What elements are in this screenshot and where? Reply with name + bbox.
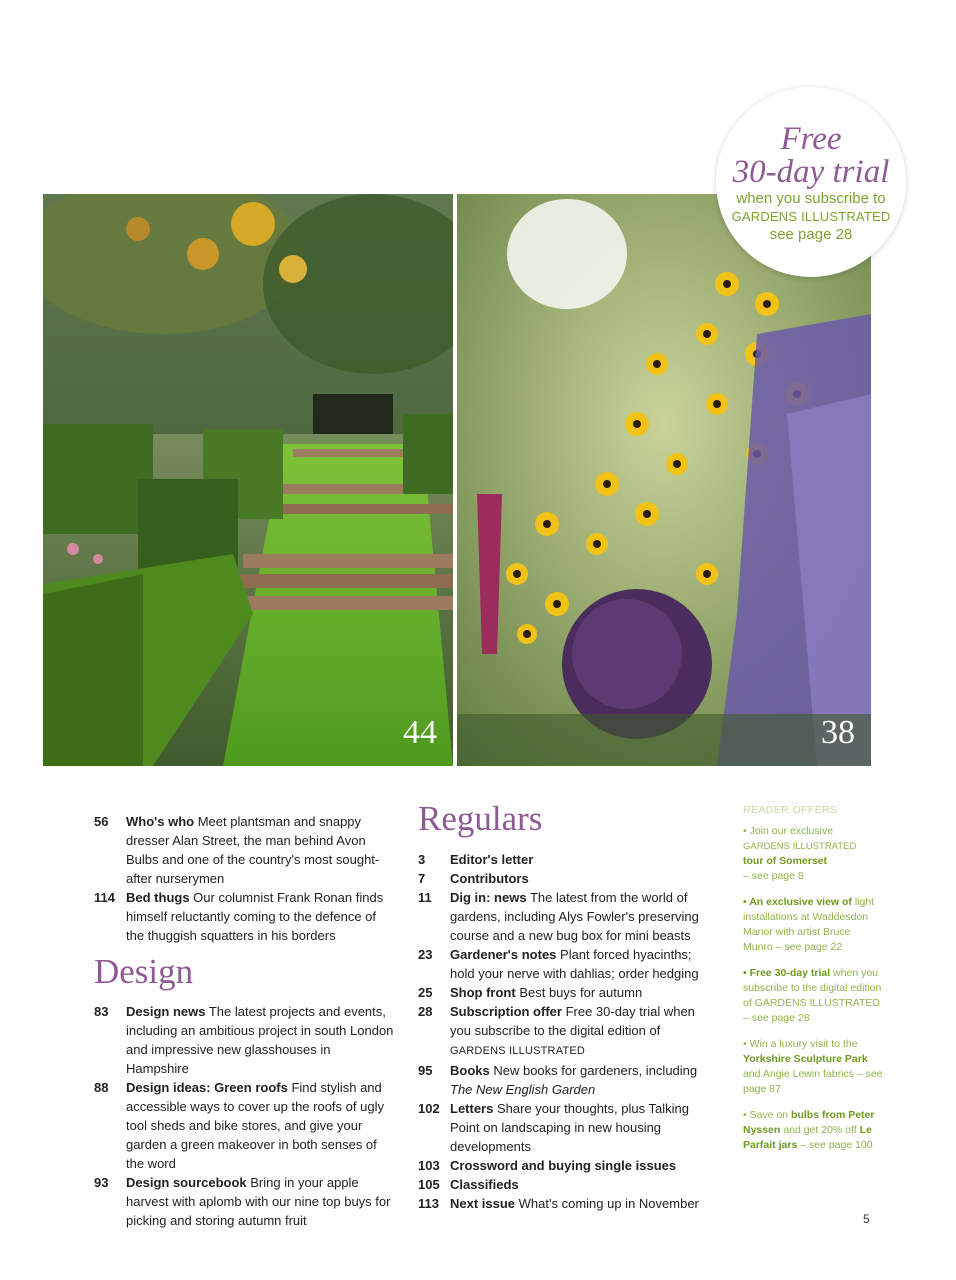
reader-offers-heading: READER OFFERS — [743, 804, 838, 816]
offer-page-ref: – see page 100 — [797, 1139, 873, 1151]
offer-item[interactable] — [743, 824, 883, 884]
regulars-list — [418, 850, 718, 1213]
promo-free: Free — [780, 121, 842, 157]
offer-highlight: Le Parfait jars — [743, 1124, 872, 1151]
entry-text: Bring in your apple harvest with aplomb with our nine top buys for picking and storing autumn fruit — [126, 1175, 391, 1228]
flower-border-illustration — [457, 194, 871, 766]
offer-item[interactable] — [743, 1037, 883, 1097]
entry-title: Design sourcebook — [126, 1175, 247, 1190]
offer-text: and get 20% off — [780, 1124, 860, 1136]
entry-page: 83 — [94, 1004, 109, 1019]
entry-title: Next issue — [450, 1196, 516, 1211]
entry-magazine-name: GARDENS ILLUSTRATED — [450, 1045, 586, 1057]
entry-text: The latest from the world of gardens, including Alys Fowler's preserving course and a new bug box for mini beasts — [450, 890, 699, 943]
entry-page: 102 — [418, 1101, 440, 1116]
list-item[interactable] — [418, 983, 718, 1002]
list-item[interactable] — [418, 1099, 718, 1156]
entry-text: Best buys for autumn — [515, 985, 643, 1000]
offer-item[interactable] — [743, 966, 883, 1026]
list-item[interactable] — [418, 850, 718, 869]
list-item[interactable] — [418, 1002, 718, 1061]
entry-title: Classifieds — [450, 1177, 519, 1192]
entry-title: Editor's letter — [450, 852, 534, 867]
entry-page: 25 — [418, 985, 433, 1000]
entry-page: 28 — [418, 1004, 433, 1019]
list-item[interactable] — [418, 1175, 718, 1194]
offer-item[interactable] — [743, 895, 883, 955]
entry-text: Find stylish and accessible ways to cover up the roofs of ugly tool sheds and bike stores, and give your garden a green makeover in both senses of the word — [126, 1080, 384, 1171]
entry-book-title: The New English Garden — [450, 1082, 596, 1097]
entry-title: Dig in: news — [450, 890, 527, 905]
list-item[interactable] — [94, 1078, 394, 1173]
offer-highlight: tour of Somerset — [743, 855, 828, 867]
list-item[interactable] — [94, 812, 394, 888]
offer-magazine-name: GARDENS ILLUSTRATED — [743, 841, 857, 852]
entry-page: 11 — [418, 890, 432, 905]
page-reference-number: 44 — [403, 714, 437, 751]
page-reference-number: 38 — [821, 714, 855, 751]
list-item[interactable] — [418, 1194, 718, 1213]
design-list — [94, 1002, 394, 1230]
promo-subscribe-text: when you subscribe to — [736, 190, 886, 207]
entry-title: Books — [450, 1063, 490, 1078]
garden-steps-photo — [43, 194, 453, 766]
entry-page: 95 — [418, 1063, 433, 1078]
reader-offers-panel — [743, 803, 883, 1164]
entry-title: Who's who — [126, 814, 195, 829]
list-item[interactable] — [418, 869, 718, 888]
entry-title: Gardener's notes — [450, 947, 557, 962]
list-item[interactable] — [418, 888, 718, 945]
offer-highlight: • An exclusive view of — [743, 896, 852, 908]
offer-highlight: • Free 30-day trial — [743, 967, 831, 979]
garden-steps-illustration — [43, 194, 453, 766]
offer-text: • Join our exclusive — [743, 825, 834, 837]
entry-title: Bed thugs — [126, 890, 190, 905]
entry-page: 105 — [418, 1177, 440, 1192]
design-heading: Design — [94, 952, 194, 991]
entry-text: Our columnist Frank Ronan finds himself reluctantly coming to the defence of the thuggish squatters in his borders — [126, 890, 384, 943]
offer-highlight: Yorkshire Sculpture Park — [743, 1053, 868, 1065]
promo-magazine-name: GARDENS ILLUSTRATED — [731, 209, 891, 224]
list-item[interactable] — [94, 1173, 394, 1230]
entry-text: New books for gardeners, including — [489, 1063, 698, 1078]
entry-title: Design news — [126, 1004, 206, 1019]
entry-title: Subscription offer — [450, 1004, 562, 1019]
list-item[interactable] — [94, 1002, 394, 1078]
entry-text: Free 30-day trial when you subscribe to the digital edition of — [450, 1004, 695, 1038]
entry-page: 103 — [418, 1158, 440, 1173]
entry-page: 113 — [418, 1196, 439, 1211]
list-item[interactable] — [418, 1156, 718, 1175]
entry-text: What's coming up in November — [515, 1196, 699, 1211]
entry-title: Letters — [450, 1101, 494, 1116]
offer-text: • Save on — [743, 1109, 792, 1121]
entry-text: Meet plantsman and snappy dresser Alan Street, the man behind Avon Bulbs and one of the country's most sought-after nurserymen — [126, 814, 380, 886]
entry-page: 93 — [94, 1175, 109, 1190]
entry-text: The latest projects and events, including an ambitious project in south London and impressive new glasshouses in Hampshire — [126, 1004, 394, 1076]
offer-text: • Win a luxury visit to the — [743, 1038, 858, 1050]
promo-trial: 30-day trial — [732, 154, 890, 190]
list-item[interactable] — [418, 945, 718, 983]
promo-page-ref: see page 28 — [769, 226, 853, 243]
entry-page: 3 — [418, 852, 426, 867]
regulars-heading: Regulars — [418, 799, 543, 838]
offer-page-ref: – see page 8 — [743, 870, 804, 882]
entry-page: 88 — [94, 1080, 109, 1095]
entry-text: Share your thoughts, plus Talking Point on landscaping in new housing developments — [450, 1101, 689, 1154]
entry-page: 23 — [418, 947, 433, 962]
offer-item[interactable] — [743, 1108, 883, 1153]
list-item[interactable] — [418, 1061, 718, 1099]
offer-text: light installations at Waddesdon Manor with artist Bruce Munro – see page 22 — [743, 896, 875, 953]
entry-title: Contributors — [450, 871, 529, 886]
offer-highlight: bulbs from Peter Nyssen — [743, 1109, 875, 1136]
subscription-promo-badge[interactable] — [716, 87, 906, 277]
page-number: 5 — [863, 1212, 870, 1226]
list-item[interactable] — [94, 888, 394, 945]
entry-title: Crossword and buying single issues — [450, 1158, 677, 1173]
entry-page: 7 — [418, 871, 426, 886]
offer-text: when you subscribe to the digital edition of GARDENS ILLUSTRATED – see page 28 — [743, 967, 882, 1024]
entry-page: 56 — [94, 814, 109, 829]
entry-page: 114 — [94, 890, 115, 905]
offer-text: and Angie Lewin fabrics – see page 87 — [743, 1068, 883, 1095]
flower-border-photo — [457, 194, 871, 766]
entry-text: Plant forced hyacinths; hold your nerve with dahlias; order hedging — [450, 947, 699, 981]
entry-title: Design ideas: Green roofs — [126, 1080, 288, 1095]
features-list — [94, 812, 394, 945]
entry-title: Shop front — [450, 985, 516, 1000]
